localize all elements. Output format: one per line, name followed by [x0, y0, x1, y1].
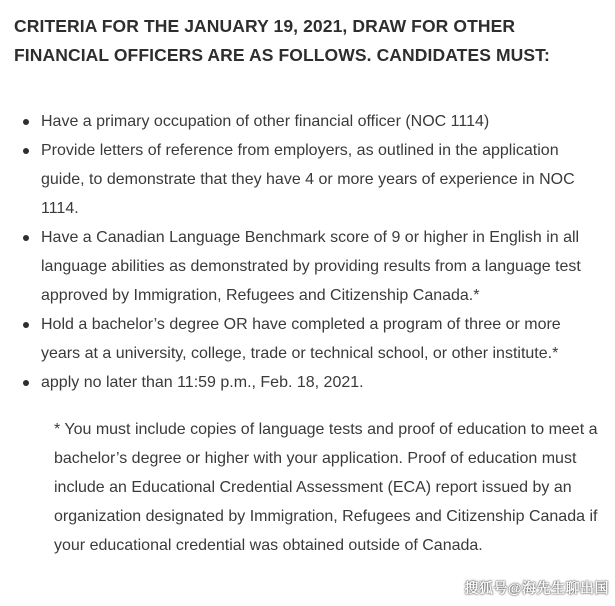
list-item-text: Hold a bachelor’s degree OR have completed a program of three or more years at a university, college, trade or technical school, or other institute.* — [41, 316, 561, 362]
bullet-icon — [23, 235, 29, 241]
bullet-icon — [23, 322, 29, 328]
bullet-icon — [23, 119, 29, 125]
bullet-icon — [23, 380, 29, 386]
list-item — [0, 368, 612, 397]
list-item-text: apply no later than 11:59 p.m., Feb. 18, 2021. — [41, 374, 364, 391]
list-item-text: Provide letters of reference from employers, as outlined in the application guide, to demonstrate that they have 4 or more years of experience in NOC 1114. — [41, 142, 575, 217]
list-item — [0, 136, 612, 223]
bullet-icon — [23, 148, 29, 154]
criteria-list — [0, 107, 612, 397]
list-item-text: Have a primary occupation of other financial officer (NOC 1114) — [41, 113, 490, 130]
footnote: * You must include copies of language tests and proof of education to meet a bachelor’s degree or higher with your application. Proof of education must include an Educational Credential Assessment (ECA) report issued by an organization designated by Immigration, Refugees and Citizenship Canada if your educational credential was obtained outside of Canada. — [54, 421, 598, 554]
page-heading: CRITERIA FOR THE JANUARY 19, 2021, DRAW FOR OTHER FINANCIAL OFFICERS ARE AS FOLLOWS. CANDIDATES MUST: — [14, 16, 550, 65]
list-item-text: Have a Canadian Language Benchmark score of 9 or higher in English in all language abilities as demonstrated by providing results from a language test approved by Immigration, Refugees and Citizenship Canada.* — [41, 229, 581, 304]
list-item — [0, 107, 612, 136]
watermark: 搜狐号@海先生聊出国 — [464, 580, 609, 596]
list-item — [0, 310, 612, 368]
list-item — [0, 223, 612, 310]
